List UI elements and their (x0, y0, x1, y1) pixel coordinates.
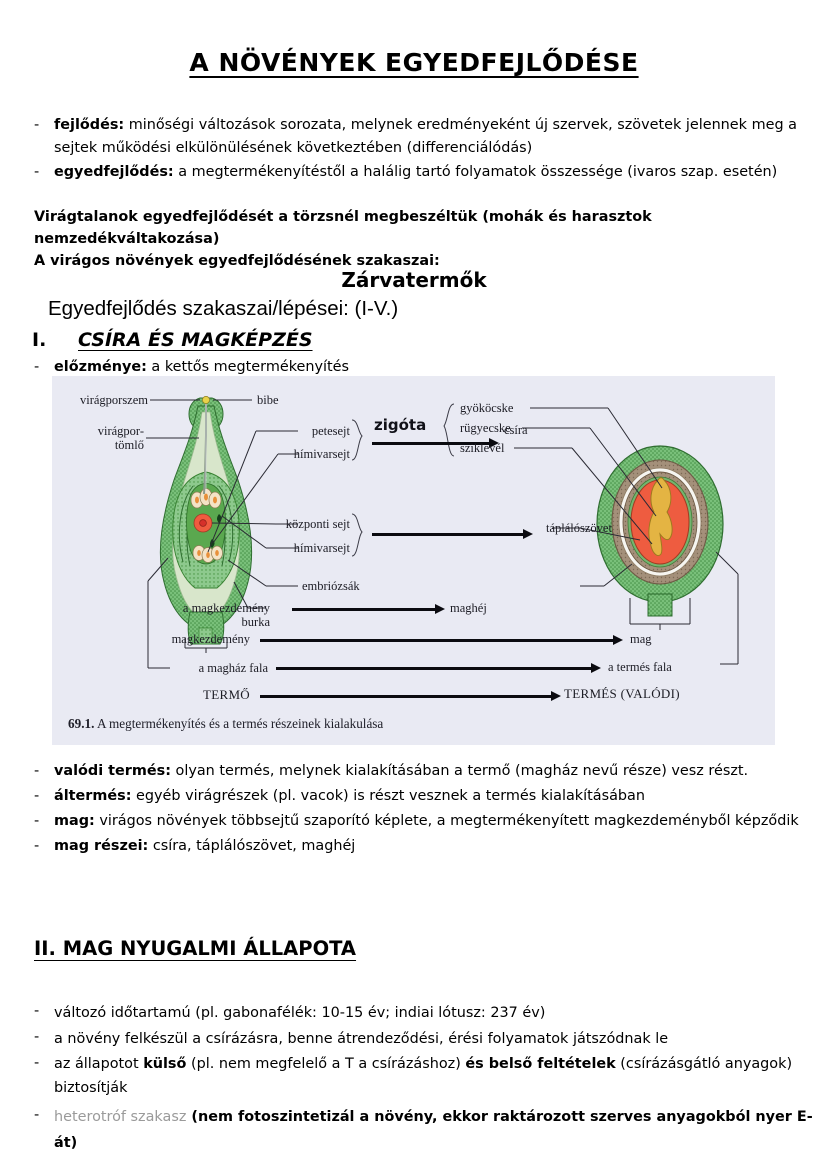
section-title: CSÍRA ÉS MAGKÉPZÉS (78, 329, 313, 351)
bullet-dash: - (34, 1055, 40, 1071)
term-label: egyedfejlődés: (54, 164, 174, 180)
label-viragpor-tomlo-line2: tömlő (114, 438, 144, 452)
list-item (34, 1026, 814, 1052)
list-item (34, 161, 802, 184)
term-label: mag: (54, 813, 95, 829)
bullet-dash: - (34, 1107, 40, 1123)
stages-line: Egyedfejlődés szakaszai/lépései: (I-V.) (48, 297, 399, 320)
bullet-gray-heterotrof-szakasz: heterotróf szakasz (54, 1109, 187, 1125)
term-definition: csíra, táplálószövet, maghéj (148, 838, 356, 854)
bullet-dash: - (34, 788, 40, 804)
label-maghaz-fala: a magház fala (198, 661, 268, 675)
term-definition: minőségi változások sorozata, melynek eredményeként új szervek, szövetek jelennek meg a sejtek működési elkülönülésének következtében (differenciálódás) (54, 117, 797, 156)
label-termo: TERMŐ (203, 687, 250, 702)
figure-caption-text: A megtermékenyítés és a termés részeinek kialakulása (94, 716, 384, 731)
section-two-bullet-list (34, 1000, 814, 1156)
term-definition: virágos növények többsejtű szaporító képlete, a megtermékenyített magkezdeményből képződik (94, 813, 799, 829)
term-definition: olyan termés, melynek kialakításában a termő (magház nevű része) vesz részt. (170, 763, 749, 779)
note-block (34, 206, 814, 272)
label-magkezdemeny: magkezdemény (171, 632, 250, 646)
term-label: valódi termés: (54, 763, 171, 779)
label-magkezdemeny-burka-line2: burka (241, 615, 270, 629)
bullet-text-part3: (csírázásgátló anyagok) biztosítják (54, 1056, 793, 1096)
section-number: I. (32, 329, 47, 351)
bullet-dash: - (34, 813, 40, 829)
label-rugyecske: rügyecske (460, 421, 511, 435)
bullet-text-part2: (pl. nem megfelelő a T a csírázáshoz) (186, 1056, 466, 1072)
label-viragpor-tomlo-line1: virágpor- (97, 424, 144, 438)
label-zigota: zigóta (374, 416, 427, 434)
label-sziklevel: sziklevél (460, 441, 505, 455)
term-definition: egyéb virágrészek (pl. vacok) is részt vesznek a termés kialakításában (131, 788, 645, 804)
group-heading: Zárvatermők (341, 268, 487, 292)
figure-fertilization-diagram (52, 376, 775, 745)
section-one-bullet-list (34, 760, 810, 858)
note-line: A virágos növények egyedfejlődésének szakaszai: (34, 253, 440, 269)
label-himivarsejt-mid: hímivarsejt (293, 541, 350, 555)
bullet-dash: - (34, 117, 40, 133)
term-label: áltermés: (54, 788, 132, 804)
label-kozponti-sejt: központi sejt (285, 517, 350, 531)
label-himivarsejt-top: hímivarsejt (293, 447, 350, 461)
label-csira: csíra (504, 423, 528, 437)
section-one-heading (32, 329, 313, 351)
term-definition: a kettős megtermékenyítés (146, 359, 350, 375)
list-item (34, 1052, 814, 1100)
bullet-text-part1: az állapotot (54, 1056, 144, 1072)
term-label: előzménye: (54, 359, 147, 375)
label-magkezdemeny-burka-line1: a magkezdemény (182, 601, 270, 615)
label-petesejt: petesejt (311, 424, 350, 438)
note-line: Virágtalanok egyedfejlődését a törzsnél megbeszéltük (mohák és harasztok nemzedékváltakozása) (34, 209, 652, 247)
section-two-heading: II. MAG NYUGALMI ÁLLAPOTA (34, 937, 357, 960)
intro-bullet-list (34, 114, 802, 184)
list-item (34, 760, 810, 783)
arrow-to-termes-fala (276, 667, 592, 670)
list-item (34, 1000, 814, 1026)
bullet-bold-rest: (nem fotoszintetizál a növény, ekkor raktározott szerves anyagokból nyer E-át) (54, 1109, 813, 1151)
label-termes-valodi: TERMÉS (VALÓDI) (564, 686, 680, 701)
list-item (34, 810, 810, 833)
bullet-text: a növény felkészül a csírázásra, benne átrendeződési, érési folyamatok játszódnak le (54, 1031, 669, 1047)
arrow-to-mag (260, 639, 614, 642)
term-definition: a megtermékenyítéstől a halálig tartó folyamatok összessége (ivaros szap. esetén) (173, 164, 778, 180)
page-title: A NÖVÉNYEK EGYEDFEJLŐDÉSE (189, 48, 639, 77)
label-taplaloszovet: táplálószövet (546, 521, 612, 535)
bullet-dash: - (34, 359, 40, 375)
bullet-bold-belso-feltetelek: és belső feltételek (465, 1056, 616, 1072)
label-termes-fala: a termés fala (608, 660, 672, 674)
list-item (34, 785, 810, 808)
list-item (34, 835, 810, 858)
bullet-text: változó időtartamú (pl. gabonafélék: 10-15 év; indiai lótusz: 237 év) (54, 1005, 546, 1021)
bullet-dash: - (34, 1003, 40, 1019)
bullet-dash: - (34, 838, 40, 854)
term-label: mag részei: (54, 838, 149, 854)
arrow-to-termes-valodi (260, 695, 552, 698)
bullet-dash: - (34, 1029, 40, 1045)
list-item (34, 1104, 814, 1156)
bullet-bold-kulso: külső (143, 1056, 187, 1072)
bullet-dash: - (34, 164, 40, 180)
term-label: fejlődés: (54, 117, 125, 133)
list-item (34, 114, 802, 160)
arrow-to-maghej (292, 608, 436, 611)
label-mag: mag (630, 632, 652, 646)
label-gyokocske: gyököcske (460, 401, 514, 415)
label-embriozsak: embriózsák (302, 579, 360, 593)
bullet-dash: - (34, 763, 40, 779)
label-bibe: bibe (257, 393, 279, 407)
seed-illustration (597, 446, 723, 616)
figure-caption-number: 69.1. (68, 716, 95, 731)
figure-caption (68, 716, 383, 732)
arrow-to-taplaloszovet (372, 533, 524, 536)
label-maghej: maghéj (450, 601, 487, 615)
label-viragporszem: virágporszem (79, 393, 148, 407)
